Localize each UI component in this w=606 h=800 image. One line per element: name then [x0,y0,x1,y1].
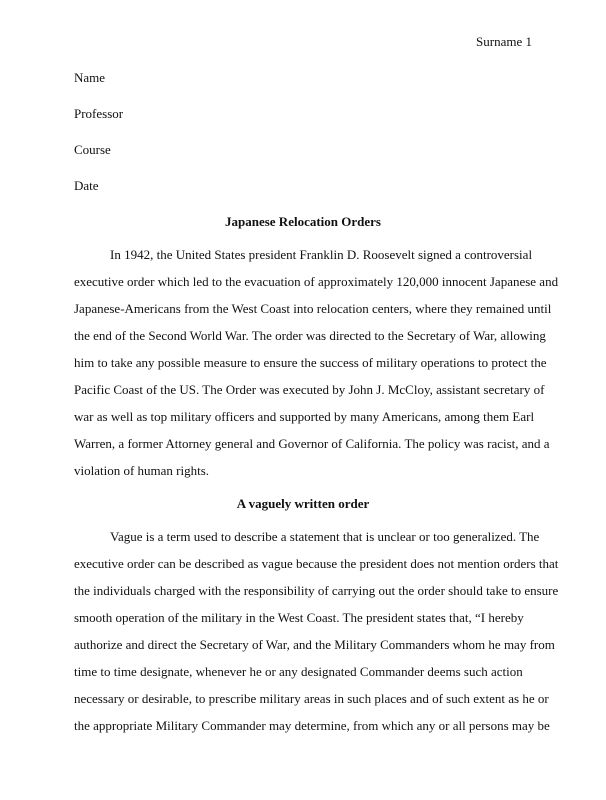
paragraph-line: executive order which led to the evacuation of approximately 120,000 innocent Japanese and [74,274,559,289]
paragraph-line: time to time designate, whenever he or any designated Commander deems such action [74,664,523,679]
paragraph-line: him to take any possible measure to ensure the success of military operations to protect the [74,355,547,370]
paragraph-line: necessary or desirable, to prescribe military areas in such places and of such extent as he or [74,691,549,706]
student-name: Name [74,70,106,85]
paragraph-line: executive order can be described as vague because the president does not mention orders that [74,556,559,571]
paragraph-line: the end of the Second World War. The order was directed to the Secretary of War, allowing [74,328,546,343]
paragraph-line: Japanese-Americans from the West Coast into relocation centers, where they remained until [74,301,552,316]
paragraph-line: the individuals charged with the responsibility of carrying out the order should take to ensure [74,583,559,598]
document-body [74,64,559,739]
paragraph-line: Pacific Coast of the US. The Order was executed by John J. McCloy, assistant secretary of [74,382,545,397]
paragraph-introduction [74,241,559,484]
professor-name: Professor [74,106,124,121]
paragraph-line: authorize and direct the Secretary of War, and the Military Commanders whom he may from [74,637,555,652]
paragraph-line: Vague is a term used to describe a statement that is unclear or too generalized. The [110,529,540,544]
paragraph-vague-order [74,523,559,739]
running-header: Surname 1 [476,34,532,49]
date: Date [74,178,99,193]
paragraph-line: the appropriate Military Commander may determine, from which any or all persons may be [74,718,550,733]
paragraph-line: war as well as top military officers and supported by many Americans, among them Earl [74,409,535,424]
paragraph-line: smooth operation of the military in the West Coast. The president states that, “I hereby [74,610,524,625]
paragraph-line: In 1942, the United States president Franklin D. Roosevelt signed a controversial [110,247,533,262]
section-heading: A vaguely written order [236,496,370,511]
paragraph-line: Warren, a former Attorney general and Governor of California. The policy was racist, and a [74,436,550,451]
paragraph-line: violation of human rights. [74,463,210,478]
course-name: Course [74,142,111,157]
document-title: Japanese Relocation Orders [225,214,381,229]
